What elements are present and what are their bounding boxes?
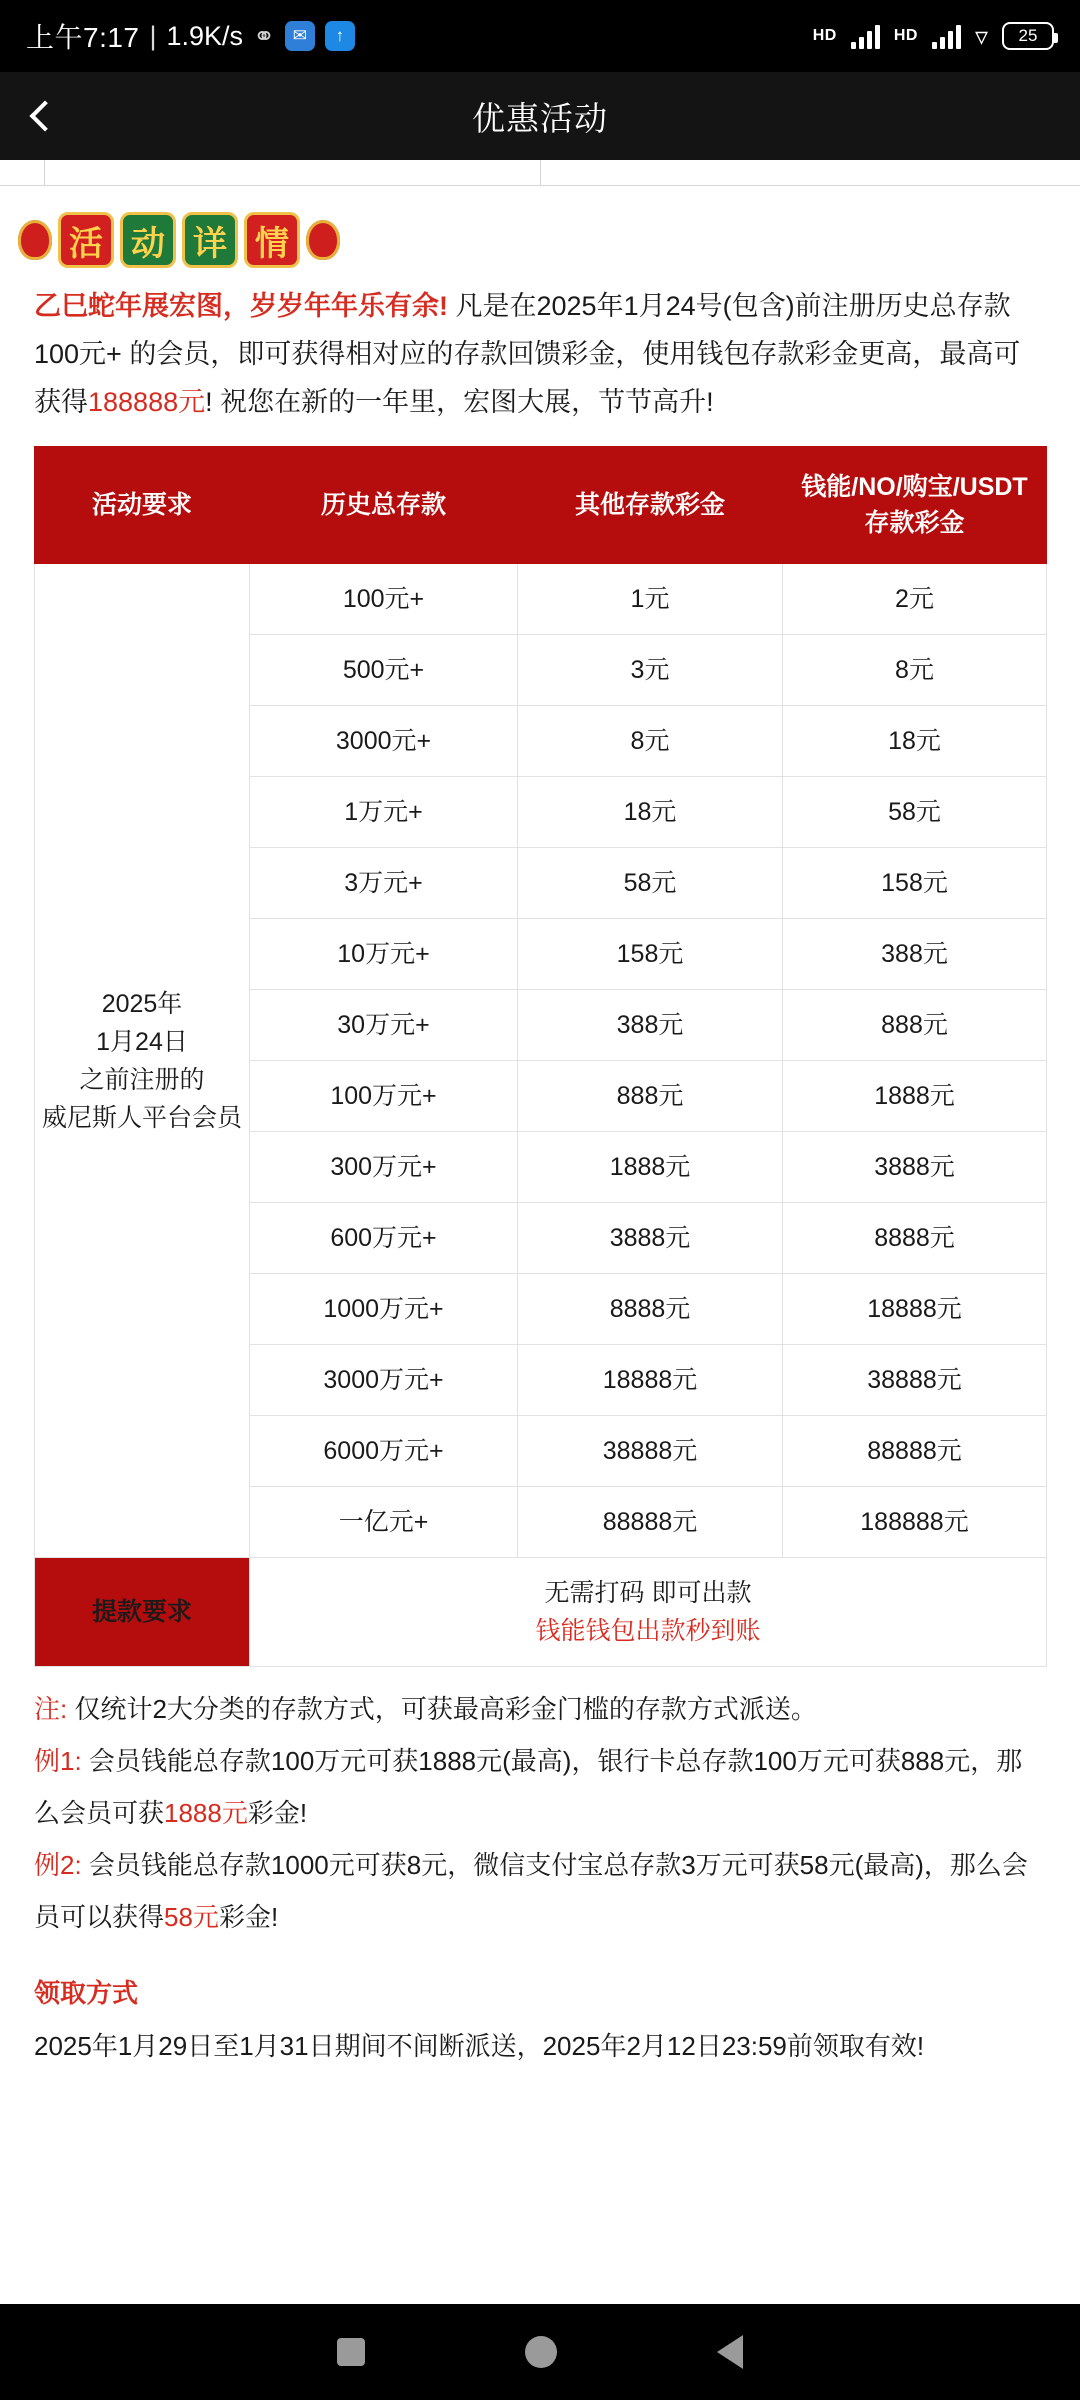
wechat-icon: ✉ xyxy=(285,21,315,51)
lantern-icon xyxy=(18,220,52,260)
note-example-2-amount: 58元 xyxy=(164,1902,219,1932)
withdraw-line-1: 无需打码 即可出款 xyxy=(544,1579,752,1607)
table-footer-row xyxy=(35,1558,1047,1667)
link-icon: ⚭ xyxy=(253,20,275,51)
th-requirement: 活动要求 xyxy=(35,447,250,564)
table-top-edge xyxy=(0,160,1080,186)
cell-other-bonus: 88888元 xyxy=(518,1487,783,1558)
claim-method-body: 2025年1月29日至1月31日期间不间断派送，2025年2月12日23:59前领取有效! xyxy=(34,2031,925,2061)
cell-other-bonus: 158元 xyxy=(518,919,783,990)
note-example-1-amount: 1888元 xyxy=(164,1798,248,1828)
note-example-2-text-a: 会员钱能总存款1000元可获8元，微信支付宝总存款3万元可获58元(最高)，那么会员可以获得 xyxy=(34,1850,1028,1932)
note-example-1-text-a: 会员钱能总存款100万元可获1888元(最高)，银行卡总存款100万元可获888元，那么会员可获 xyxy=(34,1746,1023,1828)
cell-total-deposit: 1000万元+ xyxy=(250,1274,518,1345)
top-edge-cell xyxy=(44,160,541,185)
signal-bars-2 xyxy=(932,23,961,49)
table-row xyxy=(35,564,1047,635)
cell-wallet-bonus: 18888元 xyxy=(783,1274,1047,1345)
cell-other-bonus: 1888元 xyxy=(518,1132,783,1203)
cell-other-bonus: 8元 xyxy=(518,706,783,777)
battery-icon: 25 xyxy=(1002,22,1054,50)
cell-wallet-bonus: 888元 xyxy=(783,990,1047,1061)
cell-total-deposit: 30万元+ xyxy=(250,990,518,1061)
claim-method-title: 领取方式 xyxy=(34,1978,139,2008)
note-example-1-label: 例1: xyxy=(34,1746,82,1776)
cell-other-bonus: 3元 xyxy=(518,635,783,706)
cell-other-bonus: 8888元 xyxy=(518,1274,783,1345)
cell-total-deposit: 一亿元+ xyxy=(250,1487,518,1558)
promo-slogan: 乙巳蛇年展宏图，岁岁年年乐有余! xyxy=(34,291,448,321)
banner-char: 活 xyxy=(58,212,114,268)
page-content xyxy=(0,160,1080,2304)
status-separator: | xyxy=(149,20,157,51)
status-bar-right xyxy=(813,21,1054,52)
withdraw-line-2: 钱能钱包出款秒到账 xyxy=(535,1617,761,1645)
cell-wallet-bonus: 18元 xyxy=(783,706,1047,777)
cell-total-deposit: 3000元+ xyxy=(250,706,518,777)
network-speed: 1.9K/s xyxy=(166,20,244,51)
th-total-deposit: 历史总存款 xyxy=(250,447,518,564)
cell-total-deposit: 300万元+ xyxy=(250,1132,518,1203)
requirement-cell: 2025年 1月24日 之前注册的 威尼斯人平台会员 xyxy=(35,564,250,1558)
promo-max-amount: 188888元 xyxy=(88,387,206,417)
note-general-label: 注: xyxy=(34,1694,68,1724)
cell-total-deposit: 3000万元+ xyxy=(250,1345,518,1416)
cell-total-deposit: 10万元+ xyxy=(250,919,518,990)
note-example-2 xyxy=(34,1839,1046,1943)
cell-total-deposit: 1万元+ xyxy=(250,777,518,848)
cell-wallet-bonus: 8888元 xyxy=(783,1203,1047,1274)
cell-wallet-bonus: 8元 xyxy=(783,635,1047,706)
signal-bars-1 xyxy=(851,23,880,49)
upload-icon: ↑ xyxy=(325,21,355,51)
cell-wallet-bonus: 388元 xyxy=(783,919,1047,990)
note-example-1 xyxy=(34,1735,1046,1839)
page-title: 优惠活动 xyxy=(472,99,608,137)
status-time: 上午7:17 xyxy=(26,22,140,53)
hd-badge-2: HD xyxy=(893,27,918,44)
cell-other-bonus: 388元 xyxy=(518,990,783,1061)
withdraw-requirement-body xyxy=(250,1558,1047,1667)
withdraw-requirement-label: 提款要求 xyxy=(35,1558,250,1667)
lantern-icon xyxy=(306,220,340,260)
cell-other-bonus: 18888元 xyxy=(518,1345,783,1416)
home-circle-icon[interactable] xyxy=(525,2336,557,2368)
cell-wallet-bonus: 58元 xyxy=(783,777,1047,848)
top-edge-cell xyxy=(541,160,1036,185)
cell-wallet-bonus: 188888元 xyxy=(783,1487,1047,1558)
promo-notes xyxy=(0,1667,1080,1943)
wifi-icon: ▿ xyxy=(974,20,988,51)
banner-char: 详 xyxy=(182,212,238,268)
cell-total-deposit: 500元+ xyxy=(250,635,518,706)
note-example-1-text-b: 彩金! xyxy=(247,1798,308,1828)
cell-wallet-bonus: 2元 xyxy=(783,564,1047,635)
note-example-2-text-b: 彩金! xyxy=(218,1902,279,1932)
note-example-2-label: 例2: xyxy=(34,1850,82,1880)
th-wallet-bonus: 钱能/NO/购宝/USDT存款彩金 xyxy=(783,447,1047,564)
system-nav-bar xyxy=(0,2304,1080,2400)
cell-wallet-bonus: 158元 xyxy=(783,848,1047,919)
cell-total-deposit: 600万元+ xyxy=(250,1203,518,1274)
banner-char: 动 xyxy=(120,212,176,268)
cell-other-bonus: 1元 xyxy=(518,564,783,635)
cell-wallet-bonus: 38888元 xyxy=(783,1345,1047,1416)
note-general xyxy=(34,1683,1046,1735)
recents-square-icon[interactable] xyxy=(337,2338,365,2366)
table-header-row xyxy=(35,447,1047,564)
cell-total-deposit: 100万元+ xyxy=(250,1061,518,1132)
cell-other-bonus: 3888元 xyxy=(518,1203,783,1274)
back-triangle-icon[interactable] xyxy=(717,2335,743,2369)
title-bar xyxy=(0,72,1080,160)
hd-badge-1: HD xyxy=(812,27,837,44)
banner-char: 情 xyxy=(244,212,300,268)
promo-intro-part2: ! 祝您在新的一年里，宏图大展，节节高升! xyxy=(205,387,714,417)
cell-total-deposit: 3万元+ xyxy=(250,848,518,919)
cell-wallet-bonus: 1888元 xyxy=(783,1061,1047,1132)
cell-wallet-bonus: 88888元 xyxy=(783,1416,1047,1487)
cell-total-deposit: 100元+ xyxy=(250,564,518,635)
cell-wallet-bonus: 3888元 xyxy=(783,1132,1047,1203)
status-bar xyxy=(0,0,1080,72)
note-general-text: 仅统计2大分类的存款方式，可获最高彩金门槛的存款方式派送。 xyxy=(67,1694,817,1724)
cell-other-bonus: 888元 xyxy=(518,1061,783,1132)
cell-other-bonus: 58元 xyxy=(518,848,783,919)
promo-intro-text xyxy=(0,278,1080,426)
status-bar-left xyxy=(26,16,355,56)
cell-other-bonus: 38888元 xyxy=(518,1416,783,1487)
cell-total-deposit: 6000万元+ xyxy=(250,1416,518,1487)
promo-intro-part1: 凡是在2025年1月24号(包含)前注册历史总存款100元+ 的会员，即可获得相对应的存款回馈彩金，使用钱包存款彩金更高，最高可获得 xyxy=(34,291,1021,417)
th-other-bonus: 其他存款彩金 xyxy=(518,447,783,564)
promo-table xyxy=(34,446,1047,1667)
cell-other-bonus: 18元 xyxy=(518,777,783,848)
activity-detail-banner xyxy=(18,212,340,268)
